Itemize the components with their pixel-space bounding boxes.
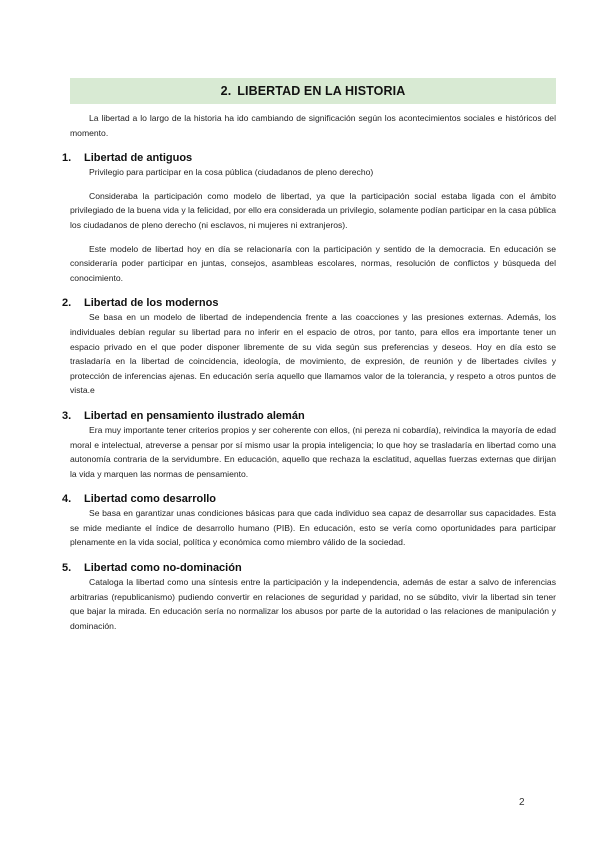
section-paragraph: Se basa en un modelo de libertad de independencia frente a las coacciones y las presiones externas. Además, los individuales debían regular su libertad para no inferir en el espacio de otros, por tanto, para ellos era importante tener un espacio privado en el que poder disponer libremente de su vida según sus preferencias y deseos. Hoy en día esto se trasladaría en la libertad de coincidencia, ideología, de movimiento, de expresión, de reunión y de libertades civiles y protección de inferencias ajenas. En educación sería aquello que llamamos valor de la tolerancia, y respeto a otros puntos de vista.e — [70, 312, 556, 396]
chapter-title-bar — [70, 78, 556, 104]
intro-paragraph: La libertad a lo largo de la historia ha ido cambiando de significación según los acontecimientos sociales e históricos del momento. — [70, 113, 556, 138]
section-heading-5 — [62, 561, 556, 575]
section-heading-2 — [62, 296, 556, 310]
section-heading-3 — [62, 409, 556, 423]
section-number: 2. — [62, 297, 72, 310]
section-title: Libertad como desarrollo — [84, 493, 217, 506]
section-heading-1 — [62, 151, 556, 165]
section-paragraph: Consideraba la participación como modelo de libertad, ya que la participación social estaba ligada con el ámbito privilegiado de la buena vida y la felicidad, por ello era considerada un privilegio, solamente podían participar en la casa pública los ciudadanos de pleno derecho (ni esclavos, ni mujeres ni extranjeros). — [70, 190, 556, 230]
page-content — [62, 78, 556, 633]
section-title: Libertad en pensamiento ilustrado alemán — [84, 409, 305, 422]
section-title: Libertad como no-dominación — [84, 562, 242, 575]
section-paragraph: Era muy importante tener criterios propios y ser coherente con ellos, (ni pereza ni cobardía), reivindica la mayoría de edad moral e intelectual, atreverse a pensar por sí mismo usar la propia inteligencia; lo que hoy se trasladaría en libertad como una autonomía contraria de la servidumbre. En educación, aquello que rechaza la esclatitud, aquellas fuerzas externas que dirijan la vida y marquen las normas de pensamiento. — [70, 424, 556, 479]
section-title: Libertad de los modernos — [84, 297, 219, 310]
section-subtitle: Privilegio para participar en la cosa pública (ciudadanos de pleno derecho) — [89, 167, 374, 178]
section-title: Libertad de antiguos — [84, 152, 193, 165]
chapter-title: LIBERTAD EN LA HISTORIA — [237, 84, 406, 98]
section-number: 5. — [62, 562, 72, 575]
section-heading-4 — [62, 492, 556, 506]
section-paragraph: Este modelo de libertad hoy en día se relacionaría con la participación y sentido de la democracia. En educación se consideraría poder participar en juntas, consejos, asambleas escolares, normas, resolución de conflictos y búsqueda del conocimiento. — [70, 243, 556, 283]
section-paragraph: Cataloga la libertad como una síntesis entre la participación y la independencia, además de estar a salvo de inferencias arbitrarias (republicanismo) pudiendo convertir en relaciones de seguridad y paridad, no se súbdito, vivir la libertad sin tener que bajar la mirada. En educación sería no normalizar los abusos por parte de la autoridad o las relaciones de manipulación y dominación. — [70, 577, 556, 631]
page-number: 2 — [519, 797, 525, 808]
section-paragraph: Se basa en garantizar unas condiciones básicas para que cada individuo sea capaz de desarrollar sus capacidades. Esta se mide mediante el índice de desarrollo humano (PIB). En educación, esto se vería como oportunidades para participar plenamente en la vida social, política y económica como miembro válido de la sociedad. — [70, 508, 556, 548]
chapter-number: 2. — [220, 84, 232, 98]
section-number: 3. — [62, 409, 72, 422]
section-number: 4. — [62, 493, 72, 506]
section-number: 1. — [62, 152, 72, 165]
